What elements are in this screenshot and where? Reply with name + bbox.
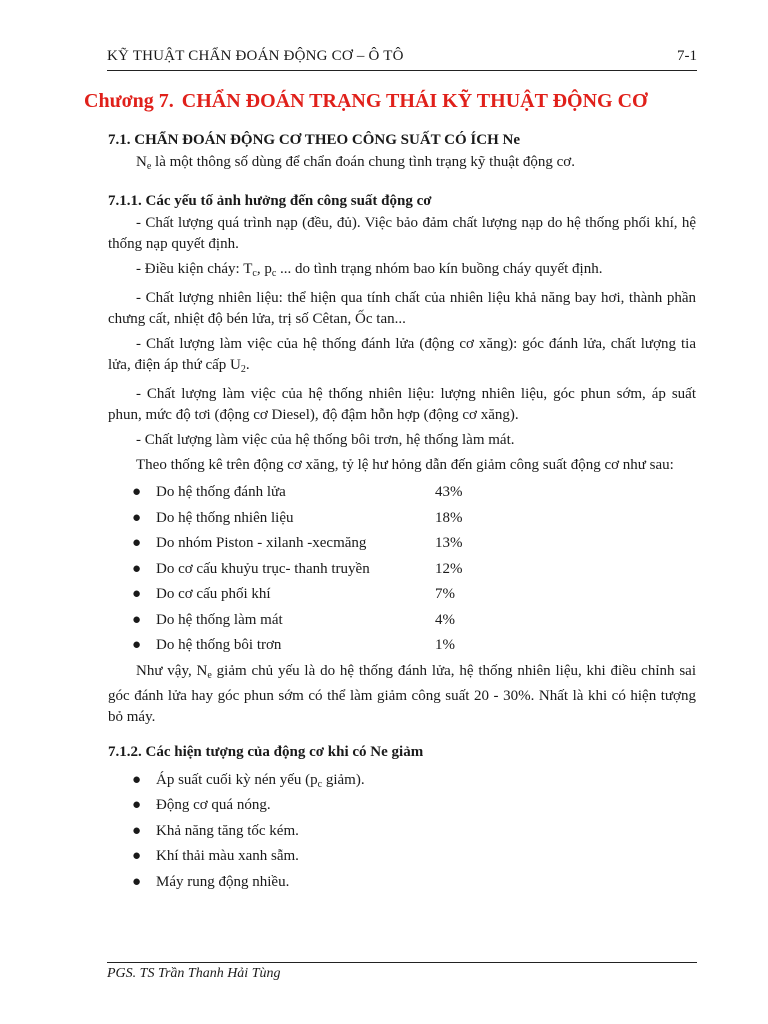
- failure-rate-list: [108, 480, 696, 659]
- section-7-1-heading: 7.1. CHẨN ĐOÁN ĐỘNG CƠ THEO CÔNG SUẤT CÓ ÍCH Ne: [108, 132, 520, 148]
- section-7-1-2-heading: 7.1.2. Các hiện tượng của động cơ khi có Ne giảm: [108, 743, 424, 760]
- paragraph: - Chất lượng quá trình nạp (đều, đủ). Việc bảo đảm chất lượng nạp do hệ thống phối khí, hệ thống nạp quyết định.: [108, 215, 696, 252]
- paragraph: - Điều kiện cháy: $T_c$, $p_c$ ... do tình trạng nhóm bao kín buồng cháy quyết định.: [136, 261, 603, 279]
- bullet-icon: ●: [132, 560, 142, 577]
- percentage: 18%: [435, 509, 463, 526]
- chapter-title: [84, 90, 648, 113]
- list-item: ● Do cơ cấu phối khí 7%: [108, 582, 696, 608]
- symptom-list: [108, 768, 696, 896]
- list-item: ● Động cơ quá nóng.: [108, 793, 696, 819]
- bullet-icon: ●: [132, 509, 142, 526]
- percentage: 13%: [435, 535, 463, 551]
- page-footer: [107, 962, 697, 982]
- chapter-name: CHẨN ĐOÁN TRẠNG THÁI KỸ THUẬT ĐỘNG CƠ: [181, 90, 648, 112]
- paragraph: - Chất lượng làm việc của hệ thống bôi trơn, hệ thống làm mát.: [136, 432, 515, 448]
- footer-author: PGS. TS Trần Thanh Hải Tùng: [107, 966, 281, 981]
- paragraph: Như vậy, $N_e$ giảm chủ yếu là do hệ thống đánh lửa, hệ thống nhiên liệu, khi điều chỉnh sai góc đánh lửa hay góc phun sớm có thể làm giảm công suất 20 - 30%. Nhất là khi có hiện tượng bỏ máy.: [108, 662, 696, 725]
- bullet-icon: ●: [132, 873, 142, 890]
- percentage: 7%: [435, 586, 455, 602]
- bullet-icon: ●: [132, 771, 142, 788]
- percentage: 1%: [435, 637, 455, 653]
- paragraph: - Chất lượng nhiên liệu: thể hiện qua tính chất của nhiên liệu khả năng bay hơi, thành phần chưng cất, nhiệt độ bén lửa, trị số Cêtan, Ốc tan...: [108, 290, 696, 327]
- bullet-icon: ●: [132, 797, 142, 813]
- paragraph: - Chất lượng làm việc của hệ thống nhiên liệu: lượng nhiên liệu, góc phun sớm, áp suất phun, mức độ tơi (động cơ Diesel), độ đậm hỗn hợp (động cơ xăng).: [108, 386, 696, 423]
- list-item: ● Máy rung động nhiều.: [108, 870, 696, 896]
- list-item: ● Khả năng tăng tốc kém.: [108, 819, 696, 845]
- list-item: ● Do hệ thống bôi trơn 1%: [108, 633, 696, 659]
- list-item: ● Do cơ cấu khuỷu trục- thanh truyền 12%: [108, 557, 696, 583]
- paragraph: Theo thống kê trên động cơ xăng, tỷ lệ hư hỏng dẫn đến giảm công suất động cơ như sau:: [136, 457, 674, 473]
- bullet-icon: ●: [132, 637, 142, 653]
- bullet-icon: ●: [132, 848, 142, 864]
- chapter-label: Chương 7.: [84, 90, 174, 112]
- list-item: ● Áp suất cuối kỳ nén yếu ($p_c$ giảm).: [108, 768, 696, 794]
- percentage: 43%: [435, 484, 463, 500]
- paragraph: - Chất lượng làm việc của hệ thống đánh lửa (động cơ xăng): góc đánh lửa, chất lượng tia lửa, điện áp thứ cấp $U_2$.: [108, 336, 696, 375]
- page-header: [107, 48, 697, 71]
- bullet-icon: ●: [132, 611, 142, 628]
- list-item: ● Do hệ thống nhiên liệu 18%: [108, 506, 696, 532]
- list-item: ● Do hệ thống làm mát 4%: [108, 608, 696, 634]
- header-title: KỸ THUẬT CHẨN ĐOÁN ĐỘNG CƠ – Ô TÔ: [107, 48, 404, 64]
- section-7-1-1-heading: 7.1.1. Các yếu tố ảnh hưởng đến công suất động cơ: [108, 193, 432, 209]
- bullet-icon: ●: [132, 822, 142, 839]
- bullet-icon: ●: [132, 535, 142, 551]
- document-body: [108, 128, 696, 897]
- list-item: ● Do nhóm Piston - xilanh -xecmăng 13%: [108, 531, 696, 557]
- list-item: ● Khí thải màu xanh sẫm.: [108, 844, 696, 870]
- bullet-icon: ●: [132, 484, 142, 500]
- section-7-1-intro: $N_e$ là một thông số dùng để chẩn đoán chung tình trạng kỹ thuật động cơ.: [136, 154, 575, 172]
- list-item: ● Do hệ thống đánh lửa 43%: [108, 480, 696, 506]
- header-page-number: 7-1: [677, 48, 697, 64]
- percentage: 4%: [435, 611, 455, 628]
- bullet-icon: ●: [132, 586, 142, 602]
- percentage: 12%: [435, 560, 463, 577]
